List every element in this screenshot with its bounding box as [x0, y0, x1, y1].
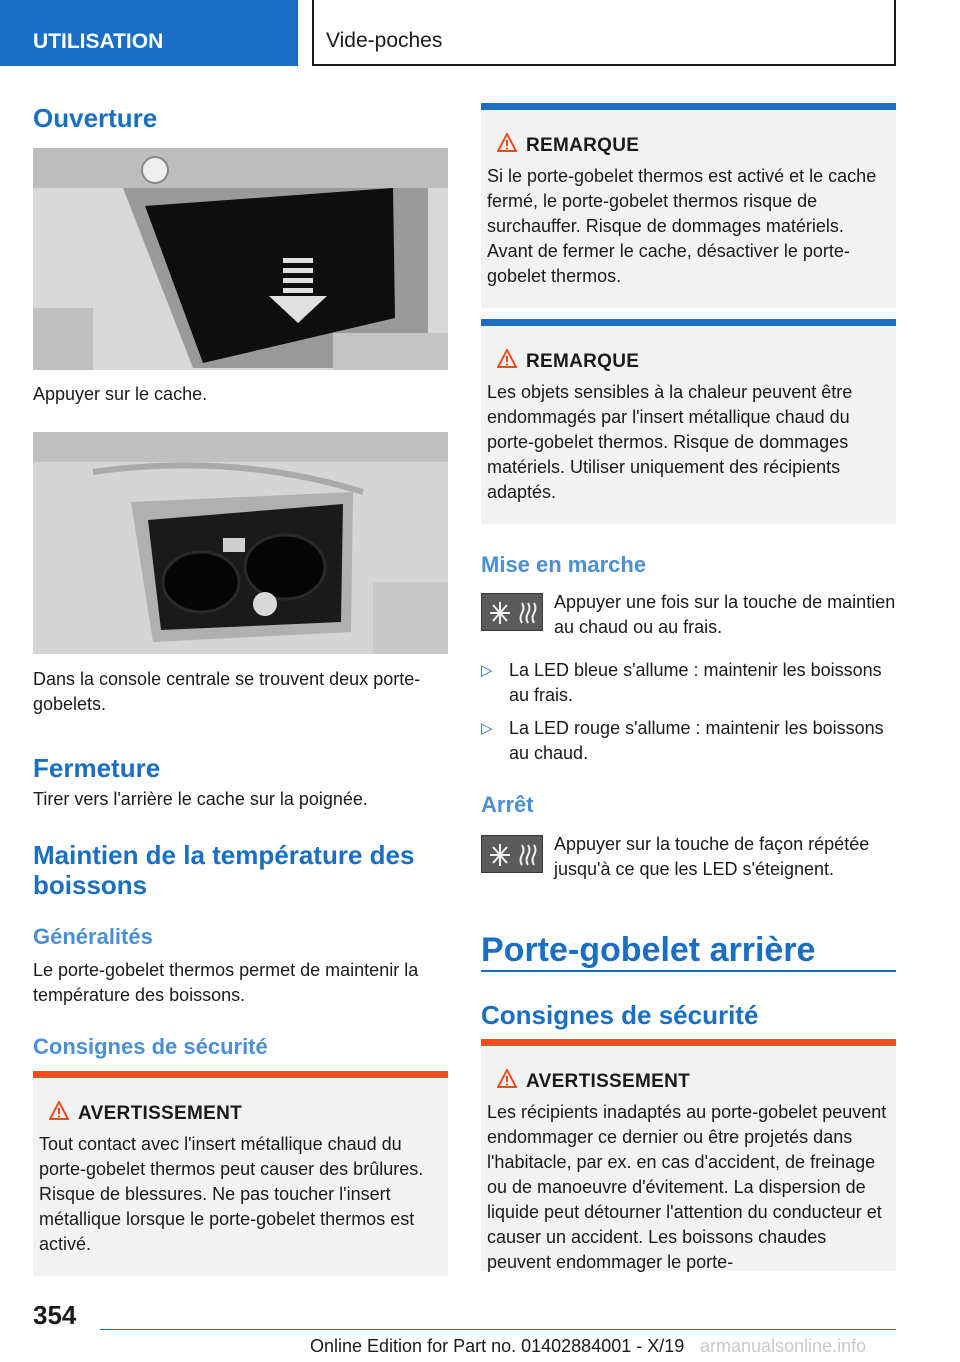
warning-triangle-icon — [49, 1101, 69, 1121]
cupholders-photo — [33, 432, 448, 654]
caption-press-cover: Appuyer sur le cache. — [33, 384, 208, 404]
fermeture-text: Tirer vers l'arrière le cache sur la poignée. — [33, 789, 368, 809]
note-triangle-icon — [497, 349, 517, 369]
cupholders-illustration — [33, 432, 448, 654]
console-cover-illustration — [33, 148, 448, 370]
console-cover-photo — [33, 148, 448, 370]
heading-arret: Arrêt — [481, 792, 534, 817]
generalites-text: Le porte-gobelet thermos permet de maintenir la température des boissons. — [33, 960, 419, 1005]
heat-cool-button-icon — [481, 593, 543, 631]
heading-consignes: Consignes de sécurité — [33, 1034, 268, 1059]
bullet-text: La LED rouge s'allume : maintenir les boissons au chaud. — [509, 718, 884, 763]
marche-text: Appuyer une fois sur la touche de maintien au chaud ou au frais. — [554, 592, 896, 637]
warning-box-rear — [481, 1039, 896, 1271]
heading-porte-gobelet-arriere: Porte-gobelet arrière — [481, 931, 816, 969]
list-item-red-led — [481, 716, 896, 766]
heading-generalites: Généralités — [33, 924, 153, 949]
bullet-arrow-icon: ▷ — [481, 720, 493, 737]
snowflake-heat-icon — [482, 836, 544, 874]
note-box-overheat — [481, 103, 896, 308]
note-text: Si le porte-gobelet thermos est activé et le cache fermé, le porte-gobelet thermos risque de surchauffer. Risque de dommages matériels. Avant de fermer le cache, désactiver le porte-gobelet thermos. — [487, 166, 877, 286]
warning-triangle-icon — [497, 1069, 517, 1089]
warning-text: Tout contact avec l'insert métallique chaud du porte-gobelet thermos peut causer des brûlures. Risque de blessures. Ne pas toucher l'insert métallique lorsque le porte-gobelet thermos est activé. — [39, 1134, 424, 1254]
warning-title: AVERTISSEMENT — [78, 1103, 243, 1124]
arret-text: Appuyer sur la touche de façon répétée jusqu'à ce que les LED s'éteignent. — [554, 834, 870, 879]
page-number: 354 — [33, 1300, 77, 1330]
note-triangle-icon — [497, 133, 517, 153]
note-text: Les objets sensibles à la chaleur peuvent être endommagés par l'insert métallique chaud du porte-gobelet thermos. Risque de dommages matériels. Utiliser uniquement des récipients adaptés. — [487, 382, 853, 502]
bullet-arrow-icon: ▷ — [481, 662, 493, 679]
warning-text: Les récipients inadaptés au porte-gobelet peuvent endommager ce dernier ou être projetés dans l'habitacle, par ex. en cas d'accident, de freinage ou de manoeuvre d'évitement. La dispersion de liquide peut détourner l'attention du conducteur et causer un accident. Les boissons chaudes peuvent endommager le porte- — [487, 1102, 887, 1272]
heat-cool-button-icon — [481, 835, 543, 873]
heading-maintien: Maintien de la température des boissons — [33, 840, 415, 900]
note-title: REMARQUE — [526, 351, 640, 372]
watermark: armanualsonline.info — [700, 1336, 867, 1356]
heading-fermeture: Fermeture — [33, 753, 161, 783]
heading-ouverture: Ouverture — [33, 103, 158, 133]
caption-two-cupholders: Dans la console centrale se trouvent deux porte-gobelets. — [33, 669, 421, 714]
heading-consignes-arriere: Consignes de sécurité — [481, 1000, 759, 1030]
warning-title: AVERTISSEMENT — [526, 1071, 691, 1092]
snowflake-heat-icon — [482, 594, 544, 632]
footer-divider — [100, 1329, 896, 1330]
warning-box-hot-insert — [33, 1071, 448, 1276]
heading-mise-en-marche: Mise en marche — [481, 552, 647, 577]
note-title: REMARQUE — [526, 135, 640, 156]
note-box-heat-sensitive — [481, 319, 896, 524]
bullet-text: La LED bleue s'allume : maintenir les boissons au frais. — [509, 660, 882, 705]
chapter-title: Vide-poches — [312, 0, 896, 66]
heading-underline — [481, 970, 896, 972]
section-tab: UTILISATION — [0, 0, 298, 66]
list-item-blue-led — [481, 658, 896, 708]
footer-edition: Online Edition for Part no. 01402884001 - X/19 — [310, 1336, 685, 1356]
